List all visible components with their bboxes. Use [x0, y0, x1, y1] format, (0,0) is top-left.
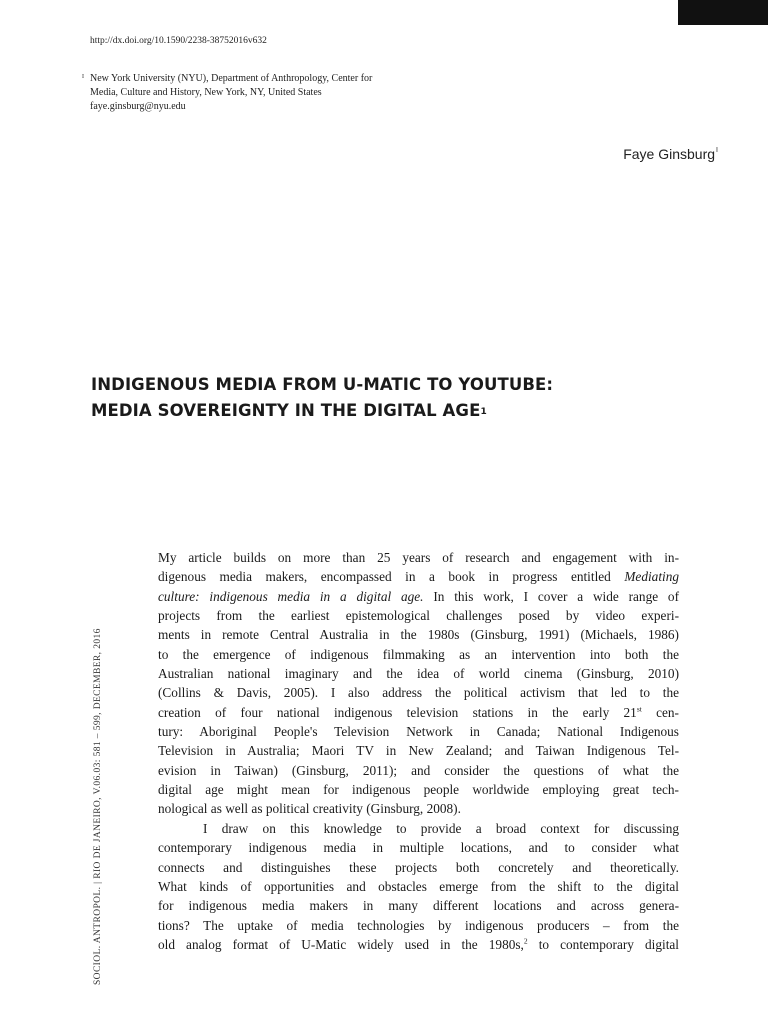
author-name-text: Faye Ginsburg — [623, 146, 716, 162]
body-line: digital age might mean for indigenous people worldwide employing great tech- — [158, 782, 679, 798]
doi-link[interactable]: http://dx.doi.org/10.1590/2238-38752016v632 — [90, 36, 267, 46]
book-title-cont: culture: indigenous media in a digital age. — [158, 588, 424, 604]
article-body — [158, 548, 679, 954]
body-line: ments in remote Central Australia in the 1980s (Ginsburg, 1991) (Michaels, 1986) — [158, 627, 679, 643]
affiliation-line-1: New York University (NYU), Department of Anthropology, Center for — [90, 73, 373, 84]
body-line: contemporary indigenous media in multiple locations, and to consider what — [158, 840, 679, 856]
body-line: to the emergence of indigenous filmmaking as an intervention into both the — [158, 646, 679, 662]
title-footnote-marker[interactable]: 1 — [480, 407, 487, 417]
book-title: Mediating — [624, 569, 679, 585]
author-affiliation-marker: I — [716, 147, 718, 154]
body-line: (Collins & Davis, 2005). I also address the political activism that led to the — [158, 685, 679, 701]
body-line: for indigenous media makers in many different locations and across genera- — [158, 898, 679, 914]
body-line: old analog format of U-Matic widely used in the 1980s,$^2$ to contemporary digital — [158, 936, 680, 952]
author-name — [623, 146, 718, 162]
body-line: projects from the earliest epistemological challenges posed by video experi- — [158, 608, 679, 624]
affiliation-email[interactable]: faye.ginsburg@nyu.edu — [90, 101, 186, 112]
body-line: evision in Taiwan) (Ginsburg, 2011); and consider the questions of what the — [158, 762, 679, 778]
body-line: digenous media makers, encompassed in a book in progress entitled Mediating — [158, 569, 679, 585]
body-line: My article builds on more than 25 years of research and engagement with in- — [158, 550, 679, 565]
body-line: creation of four national indigenous television stations in the early 21st cen- — [158, 704, 679, 720]
author-affiliation — [82, 72, 372, 114]
title-line-1: INDIGENOUS MEDIA FROM U-MATIC TO YOUTUBE: — [91, 375, 554, 394]
ordinal-suffix: st — [636, 704, 642, 714]
journal-citation: SOCIOL. ANTROPOL. | RIO DE JANEIRO, V.06.03: 581 – 599, DECEMBER, 2016 — [93, 628, 103, 985]
body-line: tions? The uptake of media technologies by indigenous producers – from the — [158, 917, 679, 933]
title-line-2-text: MEDIA SOVEREIGNTY IN THE DIGITAL AGE — [91, 401, 481, 420]
body-line: Television in Australia; Maori TV in New Zealand; and Taiwan Indigenous Tel- — [158, 743, 679, 759]
body-line: tury: Aboriginal People's Television Network in Canada; National Indigenous — [158, 724, 679, 740]
body-line: culture: indigenous media in a digital age. In this work, I cover a wide range of — [158, 588, 680, 604]
body-line: nological as well as political creativity (Ginsburg, 2008). — [158, 801, 461, 817]
body-line: connects and distinguishes these projects both concretely and theoretically. — [158, 859, 679, 875]
footnote-marker[interactable]: 2 — [523, 936, 528, 946]
body-line: What kinds of opportunities and obstacles emerge from the shift to the digital — [158, 878, 679, 894]
corner-tab — [678, 0, 768, 25]
affiliation-marker: I — [82, 74, 84, 80]
body-line: Australian national imaginary and the idea of world cinema (Ginsburg, 2010) — [158, 666, 679, 682]
body-line: I draw on this knowledge to provide a broad context for discussing — [203, 820, 679, 836]
article-title — [91, 372, 553, 424]
affiliation-line-2: Media, Culture and History, New York, NY, United States — [90, 87, 322, 98]
title-line-2 — [91, 398, 553, 424]
